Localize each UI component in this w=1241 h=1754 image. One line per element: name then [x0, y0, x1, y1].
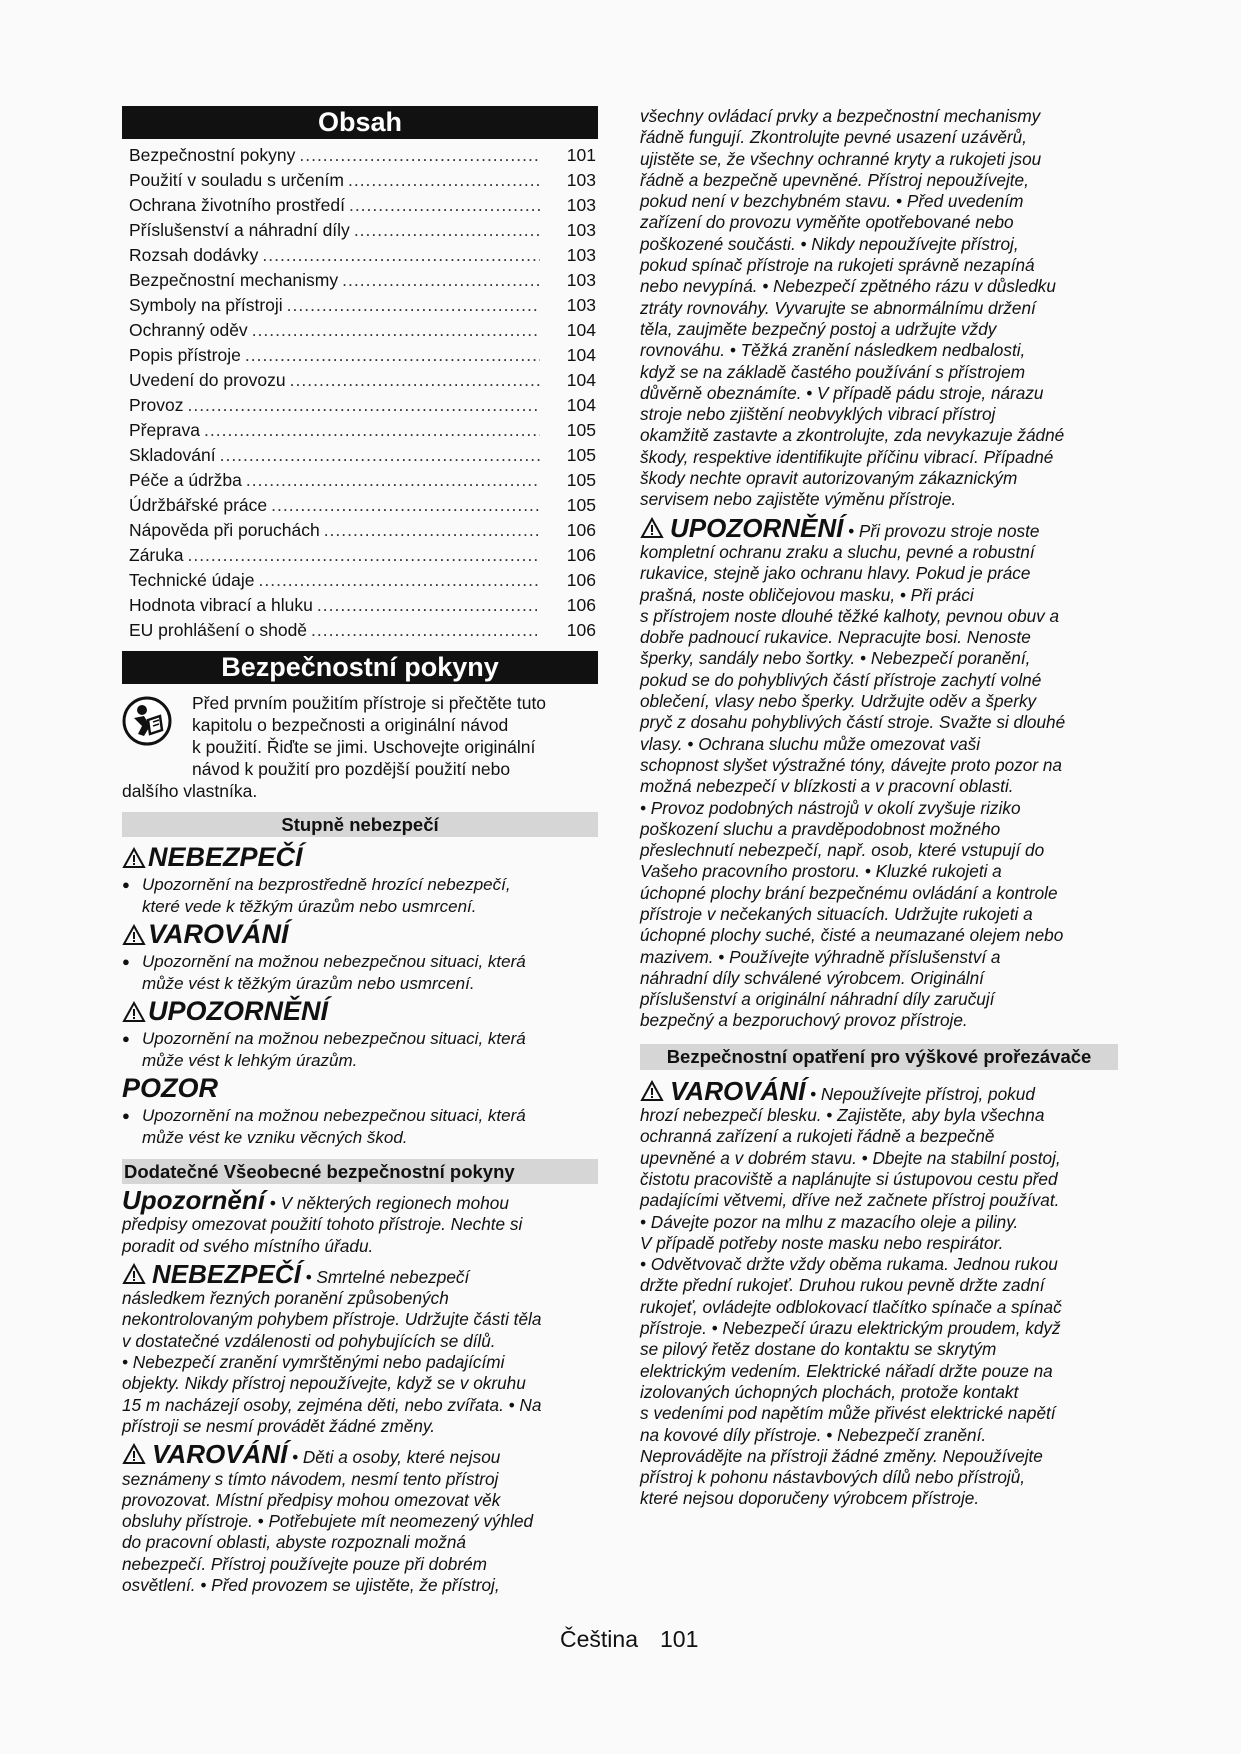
- warning-triangle-icon: [640, 1080, 664, 1102]
- level-caution: [122, 995, 598, 1072]
- toc-entry-page: 103: [566, 295, 596, 315]
- toc-entry-label: Provoz: [129, 395, 184, 415]
- toc-leader-dots: [290, 368, 540, 393]
- level-name: UPOZORNĚNÍ: [148, 996, 329, 1026]
- toc-entry-page: 103: [566, 245, 596, 265]
- toc-leader-dots: [259, 568, 541, 593]
- toc-leader-dots: [317, 593, 540, 618]
- intro-line: Před prvním použitím přístroje si přečtěte tuto: [192, 693, 547, 713]
- toc-entry-label: Popis přístroje: [129, 345, 241, 365]
- toc-leader-dots: [245, 343, 540, 368]
- warning-triangle-icon: [122, 924, 146, 946]
- toc-leader-dots: [311, 618, 540, 643]
- right-p3: VAROVÁNÍ • Nepoužívejte přístroj, pokud hrozí nebezpečí blesku. • Zajistěte, aby byla všechna ochranná zařízení a rukojeti řádně a bezpečně upevněné a v dobrém stavu. • Dbejte na stabilní postoj, čistotu pracoviště a naplánujte si ústupovou cestu před padajícími větvemi, dříve než začnete přístroj používat. • Dávejte pozor na mlhu z mazacího oleje a piliny. V případě potřeby noste masku nebo respirátor. • Odvětvovač držte vždy oběma rukama. Jednou rukou držte přední rukojeť. Druhou rukou pevně držte zadní rukojeť, ovládejte odblokovací tlačítko spínače a spínač přístroje. • Nebezpečí úrazu elektrickým proudem, když se pilový řetěz dostane do kontaktu se skrytým elektrickým vedením. Elektrické nářadí držte pouze na izolovaných úchopných plochách, protože kontakt s vedeními pod napětím může přivést elektrické napětí na kovové díly přístroje. • Nebezpečí zranění. Neprovádějte na přístroji žádné změny. Nepoužívejte přístroj k pohonu nástavbových dílů nebo přístrojů, které nejsou doporučeny výrobcem přístroje.: [640, 1075, 1062, 1509]
- toc-entry[interactable]: [122, 218, 598, 243]
- toc-entry[interactable]: [122, 368, 598, 393]
- hedge-trimmer-title: Bezpečnostní opatření pro výškové prořezávače: [640, 1044, 1118, 1070]
- right-p2: UPOZORNĚNÍ • Při provozu stroje noste kompletní ochranu zraku a sluchu, pevné a robustní rukavice, stejně jako ochranu hlavy. Pokud je práce prašná, noste obličejovou masku, • Při práci s přístrojem noste dlouhé těžké kalhoty, pevnou obuv a dobře padnoucí rukavice. Nepracujte bosi. Nenoste šperky, sandály nebo šortky. • Nebezpečí poranění, pokud se do pohyblivých částí přístroje zachytí volné oblečení, vlasy nebo šperky. Udržujte oděv a šperky pryč z dosahu pohyblivých částí stroje. Svažte si dlouhé vlasy. • Ochrana sluchu může omezovat vaši schopnost slyšet výstražné tóny, dávejte proto pozor na možná nebezpečí v blízkosti a v pracovní oblasti. • Provoz podobných nástrojů v okolí zvyšuje riziko poškození sluchu a pravděpodobnost možného přeslechnutí nebezpečí, např. osob, které vstupují do Vašeho pracovního prostoru. • Kluzké rukojeti a úchopné plochy brání bezpečnému ovládání a kontrole přístroje v nečekaných situacích. Udržujte rukojeti a úchopné plochy suché, čisté a neumazané olejem nebo mazivem. • Používejte výhradně příslušenství a náhradní díly schválené výrobcem. Originální příslušenství a originální náhradní díly zaručují bezpečný a bezporuchový provoz přístroje.: [640, 512, 1066, 1031]
- toc-entry-label: Přeprava: [129, 420, 201, 440]
- toc-entry-label: Bezpečnostní pokyny: [129, 145, 296, 165]
- p3-head: VAROVÁNÍ: [152, 1439, 288, 1470]
- toc-entry-page: 105: [566, 470, 596, 490]
- toc-entry-label: Bezpečnostní mechanismy: [129, 270, 339, 290]
- warning-triangle-icon: [122, 847, 146, 869]
- general-p1: Upozornění • V některých regionech mohou předpisy omezovat použití tohoto přístroje. Nechte si poradit od svého místního úřadu.: [122, 1185, 523, 1256]
- toc-entry[interactable]: [122, 468, 598, 493]
- toc-entry[interactable]: [122, 618, 598, 643]
- level-desc: ● Upozornění na možnou nebezpečnou situaci, která může vést k lehkým úrazům.: [122, 1028, 598, 1072]
- toc-entry[interactable]: [122, 268, 598, 293]
- toc-leader-dots: [348, 168, 540, 193]
- safety-intro: [122, 692, 598, 802]
- toc-entry[interactable]: [122, 243, 598, 268]
- toc-entry-label: Hodnota vibrací a hluku: [129, 595, 313, 615]
- toc-entry-label: Ochrana životního prostředí: [129, 195, 345, 215]
- toc-entry-page: 104: [566, 320, 596, 340]
- toc-entry-page: 106: [566, 595, 596, 615]
- general-p3: VAROVÁNÍ • Děti a osoby, které nejsou seznámeny s tímto návodem, nesmí tento přístroj provozovat. Místní předpisy mohou omezovat věk obsluhy přístroje. • Potřebujete mít neomezený výhled do pracovní oblasti, abyste rozpoznali možná nebezpečí. Přístroj používejte pouze při dobrém osvětlení. • Před provozem se ujistěte, že přístroj,: [122, 1439, 534, 1596]
- toc-entry-label: Skladování: [129, 445, 216, 465]
- toc-entry-page: 105: [566, 445, 596, 465]
- toc-entry[interactable]: [122, 543, 598, 568]
- toc-entry-label: Péče a údržba: [129, 470, 242, 490]
- read-manual-icon: [122, 696, 172, 746]
- page-footer: [560, 1626, 720, 1653]
- toc-entry[interactable]: [122, 568, 598, 593]
- toc-entry[interactable]: [122, 343, 598, 368]
- toc-entry[interactable]: [122, 443, 598, 468]
- toc-entry-page: 106: [566, 520, 596, 540]
- toc-entry[interactable]: [122, 393, 598, 418]
- toc-entry-page: 104: [566, 370, 596, 390]
- toc-entry-page: 103: [566, 270, 596, 290]
- intro-line: kapitolu o bezpečnosti a originální návod: [192, 715, 509, 735]
- level-danger: [122, 841, 598, 918]
- toc-leader-dots: [342, 268, 540, 293]
- toc-leader-dots: [324, 518, 540, 543]
- toc-leader-dots: [349, 193, 540, 218]
- toc-entry-page: 103: [566, 220, 596, 240]
- toc-entry-label: Nápověda při poruchách: [129, 520, 320, 540]
- toc-leader-dots: [187, 393, 540, 418]
- intro-line: dalšího vlastníka.: [122, 781, 258, 801]
- toc-leader-dots: [262, 243, 540, 268]
- toc-entry[interactable]: [122, 168, 598, 193]
- intro-line: návod k použití pro pozdější použití nebo: [192, 759, 511, 779]
- toc-entry[interactable]: [122, 293, 598, 318]
- toc-entry[interactable]: [122, 318, 598, 343]
- toc-entry-page: 103: [566, 170, 596, 190]
- level-name: VAROVÁNÍ: [148, 919, 289, 949]
- level-warning: [122, 918, 598, 995]
- toc-entry[interactable]: [122, 593, 598, 618]
- intro-line: k použití. Řiďte se jimi. Uschovejte originální: [192, 737, 536, 757]
- toc-entry-label: Symboly na přístroji: [129, 295, 283, 315]
- footer-language: Čeština: [560, 1626, 638, 1652]
- toc-leader-dots: [220, 443, 540, 468]
- warning-triangle-icon: [122, 1001, 146, 1023]
- general-p2: NEBEZPEČÍ • Smrtelné nebezpečí následkem řezných poranění způsobených nekontrolovaným pohybem přístroje. Udržujte části těla v dostatečné vzdálenosti od pohybujících se dílů. • Nebezpečí zranění vymrštěnými nebo padajícími objekty. Nikdy přístroj nepoužívejte, když se v okruhu 15 m nacházejí osoby, zejména děti, nebo zvířata. • Na přístroji se nesmí provádět žádné změny.: [122, 1258, 542, 1436]
- warning-triangle-icon: [122, 1443, 146, 1465]
- right-column: [640, 106, 1118, 1510]
- danger-levels-title: Stupně nebezpečí: [122, 812, 598, 837]
- level-desc: ● Upozornění na možnou nebezpečnou situaci, která může vést ke vzniku věcných škod.: [122, 1105, 598, 1149]
- safety-title: Bezpečnostní pokyny: [122, 651, 598, 684]
- left-column: [122, 106, 598, 1596]
- toc-entry[interactable]: [122, 518, 598, 543]
- level-desc: ● Upozornění na bezprostředně hrozící nebezpečí, které vede k těžkým úrazům nebo usmrcení.: [122, 874, 598, 918]
- toc-entry-page: 106: [566, 570, 596, 590]
- toc-entry[interactable]: [122, 418, 598, 443]
- toc-entry[interactable]: [122, 193, 598, 218]
- p3-head: VAROVÁNÍ: [670, 1075, 806, 1106]
- toc-leader-dots: [204, 418, 540, 443]
- footer-page-number: 101: [659, 1626, 699, 1652]
- warning-triangle-icon: [640, 517, 664, 539]
- toc-entry[interactable]: [122, 143, 598, 168]
- toc-entry-page: 106: [566, 620, 596, 640]
- toc-entry-label: Technické údaje: [129, 570, 255, 590]
- toc-entry[interactable]: [122, 493, 598, 518]
- toc-entry-label: Údržbářské práce: [129, 495, 268, 515]
- p2-head: NEBEZPEČÍ: [152, 1258, 301, 1289]
- right-p1: všechny ovládací prvky a bezpečnostní mechanismy řádně fungují. Zkontrolujte pevné usazení uzávěrů, ujistěte se, že všechny ochranné kryty a rukojeti jsou řádně a bezpečně upevněné. Přístroj nepoužívejte, pokud není v bezchybném stavu. • Před uvedením zařízení do provozu vyměňte opotřebované nebo poškozené součásti. • Nikdy nepoužívejte přístroj, pokud spínač přístroje na rukojeti správně nezapíná nebo nevypíná. • Nebezpečí zpětného rázu v důsledku ztráty rovnováhy. Vyvarujte se abnormálnímu držení těla, zaujměte bezpečný postoj a udržujte vždy rovnováhu. • Těžká zranění následkem nedbalosti, když se na základě častého používání s přístrojem důvěrně obeznámíte. • V případě pádu stroje, nárazu stroje nebo zjištění neobvyklých vibrací přístroj okamžitě zastavte a zkontrolujte, zda nevykazuje žádné škody, respektive identifikujte příčinu vibrací. Případné škody nechte opravit autorizovaným zákaznickým servisem nebo zajistěte výměnu přístroje.: [640, 106, 1065, 510]
- toc-leader-dots: [354, 218, 540, 243]
- level-desc: ● Upozornění na možnou nebezpečnou situaci, která může vést k těžkým úrazům nebo usmrcení.: [122, 951, 598, 995]
- toc-entry-page: 104: [566, 345, 596, 365]
- toc-entry-label: Příslušenství a náhradní díly: [129, 220, 350, 240]
- warning-triangle-icon: [122, 1263, 146, 1285]
- toc-entry-page: 103: [566, 195, 596, 215]
- toc-leader-dots: [299, 143, 540, 168]
- toc-leader-dots: [187, 543, 540, 568]
- toc-entry-label: Ochranný oděv: [129, 320, 248, 340]
- toc-entry-page: 104: [566, 395, 596, 415]
- toc-leader-dots: [287, 293, 540, 318]
- p2-head: UPOZORNĚNÍ: [670, 512, 844, 543]
- toc-entry-page: 105: [566, 495, 596, 515]
- toc-entry-label: Použití v souladu s určením: [129, 170, 344, 190]
- p1-head: Upozornění: [122, 1185, 265, 1215]
- toc-entry-page: 101: [566, 145, 596, 165]
- toc-entry-label: Záruka: [129, 545, 184, 565]
- toc-entry-label: Rozsah dodávky: [129, 245, 259, 265]
- toc-leader-dots: [252, 318, 540, 343]
- general-safety-title: Dodatečné Všeobecné bezpečnostní pokyny: [122, 1159, 598, 1184]
- toc-entry-page: 105: [566, 420, 596, 440]
- toc-leader-dots: [246, 468, 540, 493]
- toc-leader-dots: [271, 493, 540, 518]
- toc-entry-label: Uvedení do provozu: [129, 370, 286, 390]
- table-of-contents: [122, 143, 598, 643]
- toc-entry-label: EU prohlášení o shodě: [129, 620, 308, 640]
- level-notice: [122, 1072, 598, 1149]
- level-name: POZOR: [122, 1073, 219, 1103]
- toc-title: Obsah: [122, 106, 598, 139]
- toc-entry-page: 106: [566, 545, 596, 565]
- level-name: NEBEZPEČÍ: [148, 842, 303, 872]
